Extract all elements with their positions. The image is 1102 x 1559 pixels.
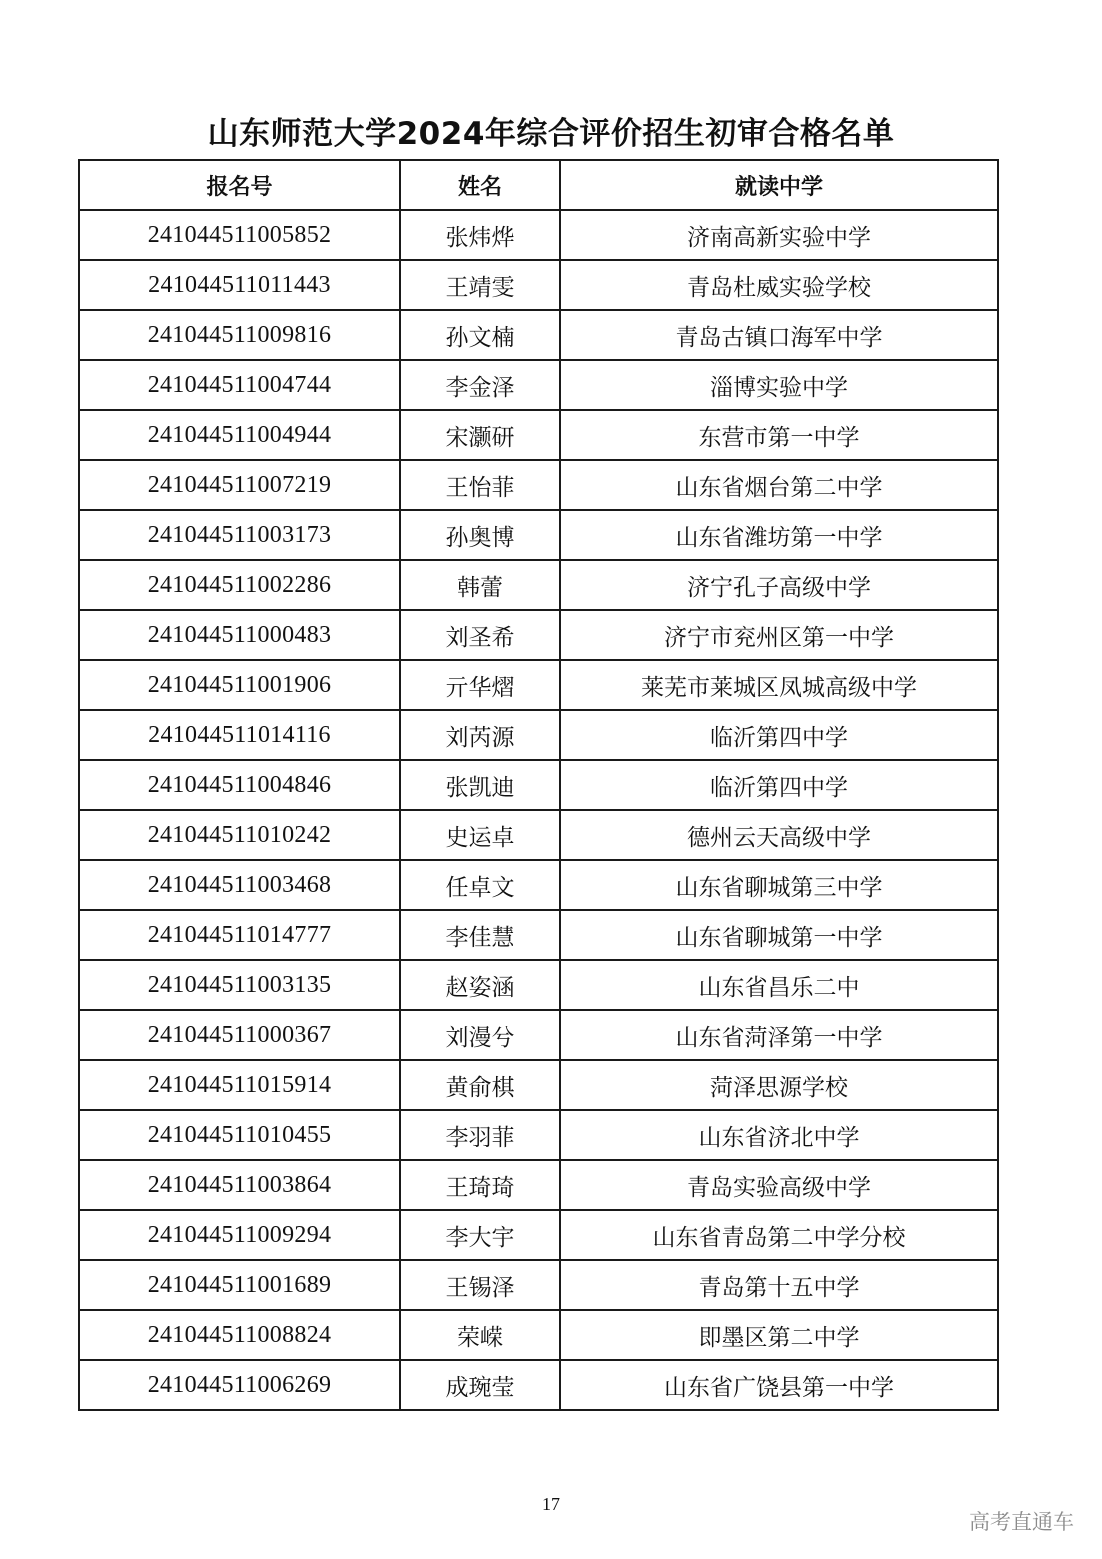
student-name-cell: 史运卓	[400, 810, 560, 860]
school-cell: 青岛杜威实验学校	[560, 260, 998, 310]
school-cell: 山东省聊城第三中学	[560, 860, 998, 910]
header-row	[79, 160, 998, 210]
registration-number-cell: 241044511000367	[79, 1010, 400, 1060]
student-name-cell: 黄俞棋	[400, 1060, 560, 1110]
table-row	[79, 1310, 998, 1360]
student-name-cell: 王靖雯	[400, 260, 560, 310]
table-row	[79, 810, 998, 860]
header-registration-number: 报名号	[79, 160, 400, 210]
student-name-cell: 李大宇	[400, 1210, 560, 1260]
registration-number-cell: 241044511005852	[79, 210, 400, 260]
student-name-cell: 李羽菲	[400, 1110, 560, 1160]
school-cell: 临沂第四中学	[560, 710, 998, 760]
registration-number-cell: 241044511009816	[79, 310, 400, 360]
registration-number-cell: 241044511011443	[79, 260, 400, 310]
school-cell: 山东省烟台第二中学	[560, 460, 998, 510]
student-name-cell: 李金泽	[400, 360, 560, 410]
registration-number-cell: 241044511004944	[79, 410, 400, 460]
table-row	[79, 1010, 998, 1060]
student-name-cell: 孙文楠	[400, 310, 560, 360]
table-row	[79, 860, 998, 910]
table-header	[79, 160, 998, 210]
registration-number-cell: 241044511002286	[79, 560, 400, 610]
table-row	[79, 210, 998, 260]
school-cell: 山东省昌乐二中	[560, 960, 998, 1010]
header-school: 就读中学	[560, 160, 998, 210]
table-row	[79, 1060, 998, 1110]
school-cell: 菏泽思源学校	[560, 1060, 998, 1110]
school-cell: 山东省广饶县第一中学	[560, 1360, 998, 1410]
school-cell: 青岛实验高级中学	[560, 1160, 998, 1210]
registration-number-cell: 241044511001906	[79, 660, 400, 710]
registration-number-cell: 241044511004846	[79, 760, 400, 810]
student-name-cell: 成琬莹	[400, 1360, 560, 1410]
school-cell: 山东省济北中学	[560, 1110, 998, 1160]
registration-number-cell: 241044511003864	[79, 1160, 400, 1210]
student-name-cell: 孙奥博	[400, 510, 560, 560]
school-cell: 青岛第十五中学	[560, 1260, 998, 1310]
school-cell: 莱芜市莱城区凤城高级中学	[560, 660, 998, 710]
student-name-cell: 王锡泽	[400, 1260, 560, 1310]
table-row	[79, 1210, 998, 1260]
registration-number-cell: 241044511006269	[79, 1360, 400, 1410]
student-name-cell: 王琦琦	[400, 1160, 560, 1210]
school-cell: 即墨区第二中学	[560, 1310, 998, 1360]
school-cell: 德州云天高级中学	[560, 810, 998, 860]
registration-number-cell: 241044511014116	[79, 710, 400, 760]
school-cell: 山东省青岛第二中学分校	[560, 1210, 998, 1260]
table-row	[79, 310, 998, 360]
table-body	[79, 210, 998, 1410]
table-row	[79, 410, 998, 460]
school-cell: 山东省潍坊第一中学	[560, 510, 998, 560]
student-name-cell: 荣嵘	[400, 1310, 560, 1360]
registration-number-cell: 241044511010242	[79, 810, 400, 860]
table-row	[79, 1110, 998, 1160]
student-name-cell: 王怡菲	[400, 460, 560, 510]
header-name: 姓名	[400, 160, 560, 210]
school-cell: 济宁市兖州区第一中学	[560, 610, 998, 660]
student-name-cell: 李佳慧	[400, 910, 560, 960]
registration-number-cell: 241044511004744	[79, 360, 400, 410]
table-row	[79, 910, 998, 960]
registration-number-cell: 241044511015914	[79, 1060, 400, 1110]
student-name-cell: 刘圣希	[400, 610, 560, 660]
registration-number-cell: 241044511009294	[79, 1210, 400, 1260]
student-name-cell: 亓华熠	[400, 660, 560, 710]
student-name-cell: 宋灏研	[400, 410, 560, 460]
page-number: 17	[542, 1494, 560, 1514]
school-cell: 山东省聊城第一中学	[560, 910, 998, 960]
student-name-cell: 刘芮源	[400, 710, 560, 760]
registration-number-cell: 241044511007219	[79, 460, 400, 510]
registration-number-cell: 241044511003135	[79, 960, 400, 1010]
table-row	[79, 1260, 998, 1310]
student-name-cell: 张凯迪	[400, 760, 560, 810]
school-cell: 青岛古镇口海军中学	[560, 310, 998, 360]
school-cell: 临沂第四中学	[560, 760, 998, 810]
registration-number-cell: 241044511014777	[79, 910, 400, 960]
table-row	[79, 760, 998, 810]
table-row	[79, 610, 998, 660]
school-cell: 济宁孔子高级中学	[560, 560, 998, 610]
registration-number-cell: 241044511001689	[79, 1260, 400, 1310]
registration-number-cell: 241044511008824	[79, 1310, 400, 1360]
student-name-cell: 任卓文	[400, 860, 560, 910]
student-name-cell: 刘漫兮	[400, 1010, 560, 1060]
school-cell: 山东省菏泽第一中学	[560, 1010, 998, 1060]
table-row	[79, 710, 998, 760]
school-cell: 济南高新实验中学	[560, 210, 998, 260]
registration-number-cell: 241044511003468	[79, 860, 400, 910]
table-row	[79, 1160, 998, 1210]
school-cell: 东营市第一中学	[560, 410, 998, 460]
student-name-cell: 张炜烨	[400, 210, 560, 260]
table-row	[79, 460, 998, 510]
registration-number-cell: 241044511010455	[79, 1110, 400, 1160]
table-row	[79, 260, 998, 310]
table-row	[79, 660, 998, 710]
table-row	[79, 560, 998, 610]
student-name-cell: 韩蕾	[400, 560, 560, 610]
table-row	[79, 510, 998, 560]
watermark-text: 高考直通车	[969, 1510, 1074, 1534]
registration-number-cell: 241044511003173	[79, 510, 400, 560]
school-cell: 淄博实验中学	[560, 360, 998, 410]
student-name-cell: 赵姿涵	[400, 960, 560, 1010]
table-row	[79, 360, 998, 410]
table-row	[79, 1360, 998, 1410]
admission-list-table	[78, 159, 999, 1411]
registration-number-cell: 241044511000483	[79, 610, 400, 660]
table-row	[79, 960, 998, 1010]
page-title: 山东师范大学2024年综合评价招生初审合格名单	[207, 116, 895, 152]
